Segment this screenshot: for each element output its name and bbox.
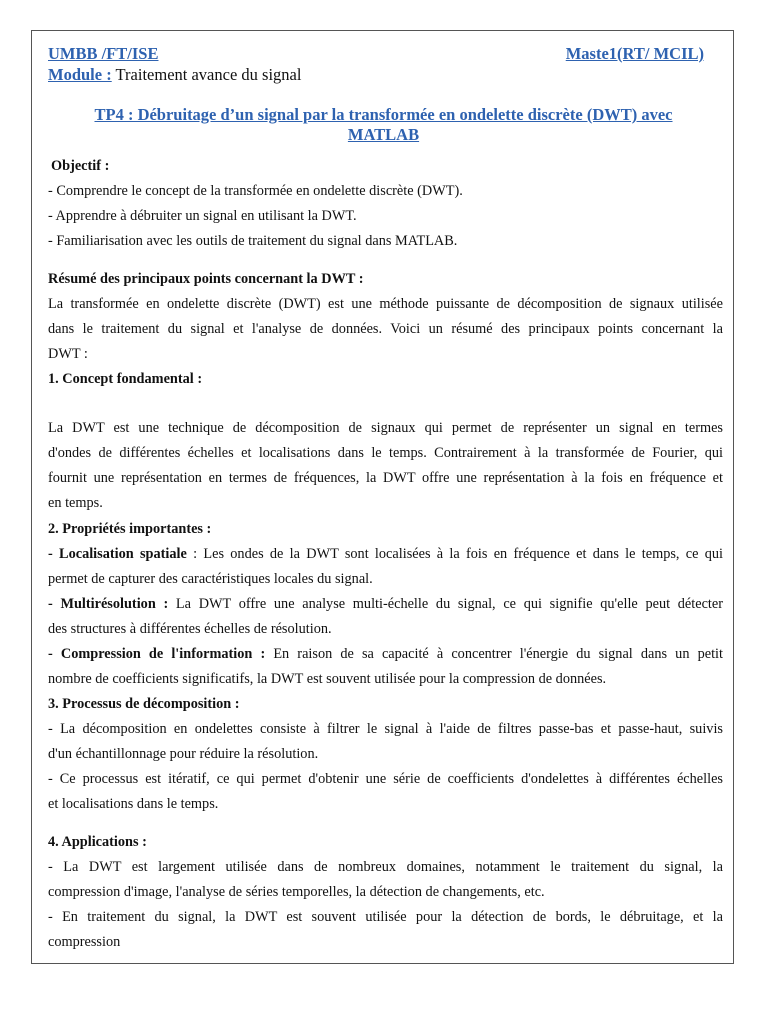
section4-line: - En traitement du signal, la DWT est souvent utilisée pour la détection de bords, le débruitage, et la [48, 909, 723, 925]
multiresolution-text: La DWT offre une analyse multi-échelle du signal, ce qui signifie qu'elle peut détecter [168, 596, 724, 612]
objectif-heading: Objectif : [51, 158, 110, 174]
section4-line: compression d'image, l'analyse de séries temporelles, la détection de changements, etc. [48, 884, 545, 900]
section3-line: et localisations dans le temps. [48, 796, 219, 812]
multiresolution-line [48, 595, 723, 613]
localisation-label: - Localisation spatiale [48, 546, 187, 562]
module-label: Module : [48, 65, 112, 84]
multiresolution-line-2: des structures à différentes échelles de résolution. [48, 621, 332, 637]
section4-heading: 4. Applications : [48, 834, 147, 850]
objectif-item: - Comprendre le concept de la transformée en ondelette discrète (DWT). [48, 183, 463, 199]
module-row [48, 65, 301, 85]
objectif-item: - Apprendre à débruiter un signal en utilisant la DWT. [48, 208, 357, 224]
localisation-line [48, 545, 723, 563]
section3-line: - La décomposition en ondelettes consiste à filtrer le signal à l'aide de filtres passe-bas et passe-haut, suivis [48, 721, 723, 737]
section1-heading: 1. Concept fondamental : [48, 371, 203, 387]
compression-line [48, 645, 723, 663]
localisation-text: : Les ondes de la DWT sont localisées à la fois en fréquence et dans le temps, ce qui [186, 546, 723, 562]
section3-heading: 3. Processus de décomposition : [48, 696, 240, 712]
resume-heading: Résumé des principaux points concernant la DWT : [48, 271, 364, 287]
section4-line: compression [48, 934, 121, 950]
document-title [48, 105, 719, 145]
document-page [31, 30, 734, 964]
multiresolution-label: - Multirésolution : [48, 596, 169, 612]
resume-line: DWT : [48, 346, 88, 362]
institution-label: UMBB /FT/ISE [48, 44, 159, 63]
compression-label: - Compression de l'information : [48, 646, 266, 662]
program-label: Maste1(RT/ MCIL) [565, 44, 704, 63]
section2-heading: 2. Propriétés importantes : [48, 521, 212, 537]
resume-line: La transformée en ondelette discrète (DWT) est une méthode puissante de décomposition de signaux utilisée [48, 296, 723, 312]
section4-line: - La DWT est largement utilisée dans de nombreux domaines, notamment le traitement du signal, la [48, 859, 723, 875]
section1-line: en temps. [48, 495, 103, 511]
section1-line: d'ondes de différentes échelles et localisations dans le temps. Contrairement à la transformée de Fourier, qui [48, 445, 723, 461]
section1-line: La DWT est une technique de décomposition de signaux qui permet de représenter un signal en termes [48, 420, 723, 436]
title-line-2: MATLAB [347, 125, 420, 144]
compression-line-2: nombre de coefficients significatifs, la DWT est souvent utilisée pour la compression de données. [48, 671, 607, 687]
section3-line: d'un échantillonnage pour réduire la résolution. [48, 746, 319, 762]
module-name: Traitement avance du signal [115, 65, 302, 84]
section3-line: - Ce processus est itératif, ce qui permet d'obtenir une série de coefficients d'ondelettes à différentes échelles [48, 771, 723, 787]
section1-line: fournit une représentation en termes de fréquences, la DWT offre une représentation à la fois en fréquence et [48, 470, 723, 486]
objectif-item: - Familiarisation avec les outils de traitement du signal dans MATLAB. [48, 233, 458, 249]
resume-line: dans le traitement du signal et l'analyse de données. Voici un résumé des principaux points concernant la [48, 321, 723, 337]
header-row [48, 44, 704, 66]
localisation-line-2: permet de capturer des caractéristiques locales du signal. [48, 571, 373, 587]
title-line-1: TP4 : Débruitage d’un signal par la transformée en ondelette discrète (DWT) avec [94, 105, 673, 124]
compression-text: En raison de sa capacité à concentrer l'énergie du signal dans un petit [265, 646, 723, 662]
